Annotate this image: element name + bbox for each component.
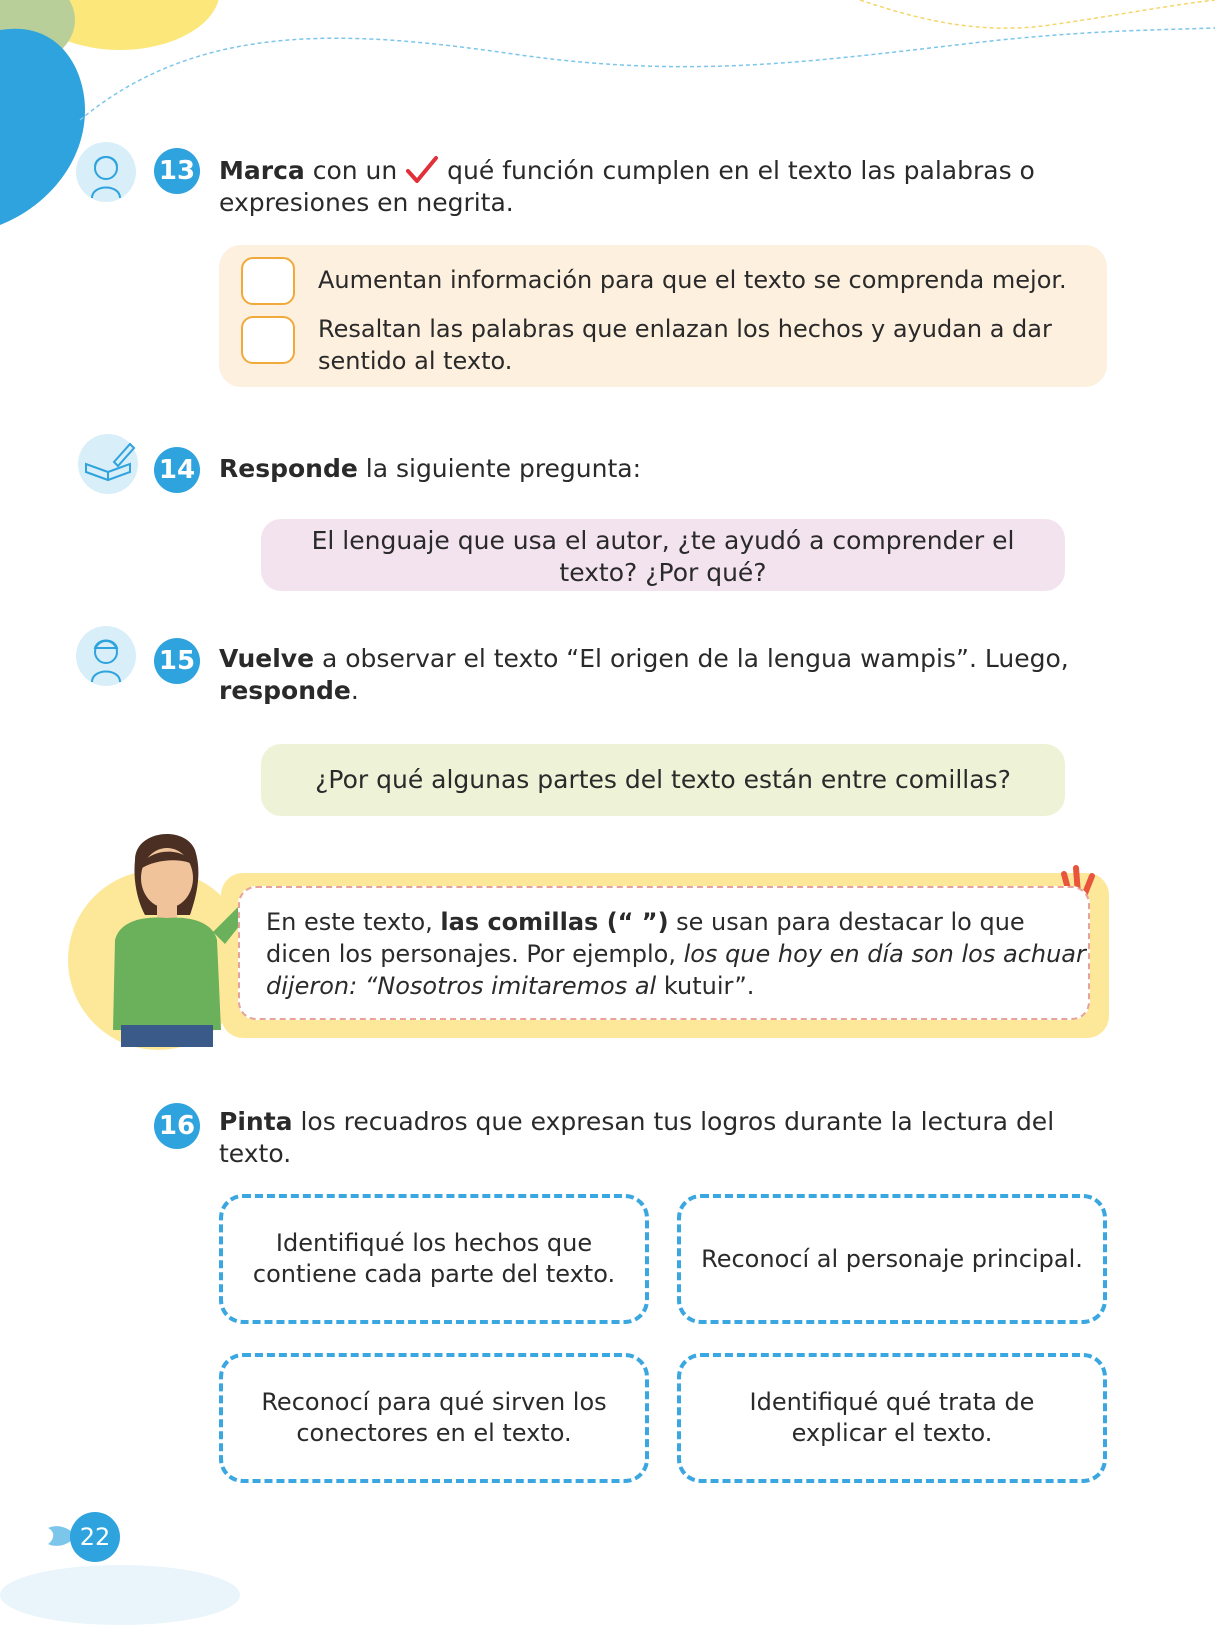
- question-number-16: 16: [154, 1103, 200, 1149]
- option-1-label: Aumentan información para que el texto se comprenda mejor.: [318, 266, 1067, 294]
- q15-question-box: ¿Por qué algunas partes del texto están entre comillas?: [261, 744, 1065, 816]
- achievement-card-3[interactable]: Reconocí para qué sirven los conectores en el texto.: [219, 1353, 649, 1483]
- option-2-label: Resaltan las palabras que enlazan los hechos y ayudan a dar sentido al texto.: [318, 315, 1052, 375]
- option-1-checkbox[interactable]: [241, 257, 295, 305]
- achievement-card-4[interactable]: Identifiqué qué trata de explicar el texto.: [677, 1353, 1107, 1483]
- option-2-checkbox[interactable]: [241, 316, 295, 364]
- question-number-15: 15: [154, 638, 200, 684]
- writing-book-icon: [78, 434, 138, 494]
- q16-instruction: Pinta los recuadros que expresan tus logros durante la lectura del texto.: [219, 1107, 1055, 1168]
- achievement-card-1[interactable]: Identifiqué los hechos que contiene cada parte del texto.: [219, 1194, 649, 1324]
- question-number-14: 14: [154, 447, 200, 493]
- page-number: 22: [70, 1512, 120, 1562]
- note-text: En este texto, las comillas (“ ”) se usan para destacar lo que dicen los personajes. Por ejemplo, los que hoy en día son los achuar dijeron: “Nosotros imitaremos al kutuir”.: [266, 908, 1086, 1000]
- q14-instruction: Responde la siguiente pregunta:: [219, 454, 642, 483]
- student-boy-icon: [76, 626, 136, 686]
- q14-question-box: El lenguaje que usa el autor, ¿te ayudó a comprender el texto? ¿Por qué?: [261, 519, 1065, 591]
- question-number-13: 13: [154, 148, 200, 194]
- q15-instruction: Vuelve a observar el texto “El origen de la lengua wampis”. Luego, responde.: [219, 644, 1069, 705]
- student-girl-icon: [76, 142, 136, 202]
- q13-instruction: Marca con un qué función cumplen en el texto las palabras o expresiones en negrita.: [219, 156, 1035, 217]
- achievement-card-2[interactable]: Reconocí al personaje principal.: [677, 1194, 1107, 1324]
- bottom-decorative-wave: [0, 1565, 240, 1625]
- checkmark-icon: [405, 155, 439, 185]
